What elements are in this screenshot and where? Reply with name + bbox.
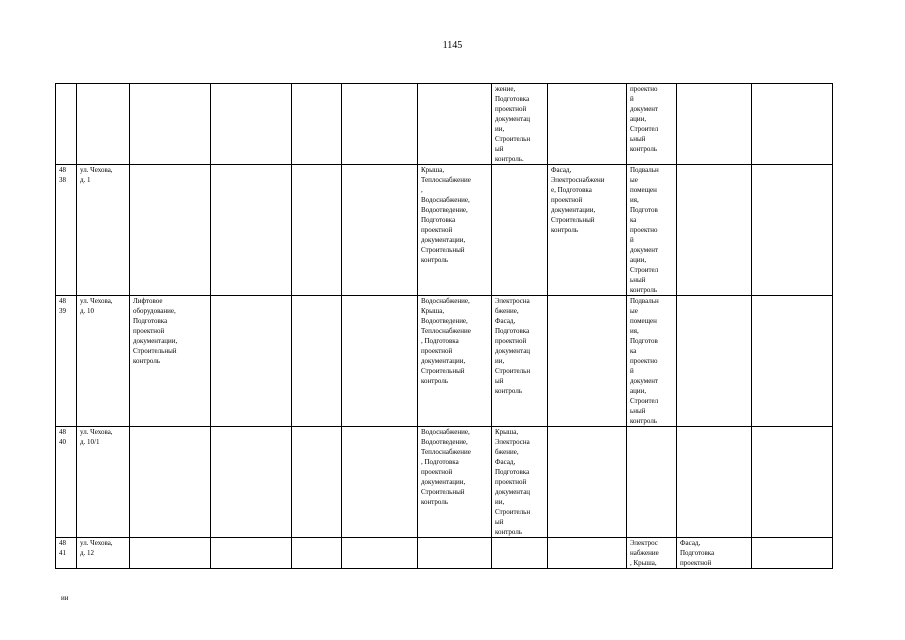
table-cell xyxy=(292,165,342,296)
table-cell: Электрос набжение , Крыша, xyxy=(627,538,677,569)
table-cell xyxy=(548,538,627,569)
address-cell: ул. Чехова, д. 12 xyxy=(77,538,130,569)
table-row xyxy=(56,538,833,569)
table-row xyxy=(56,165,833,296)
repair-schedule-table xyxy=(55,83,833,569)
table-cell xyxy=(342,84,418,165)
table-cell: проектно й документ ации, Строител ьный контроль xyxy=(627,84,677,165)
table-cell xyxy=(548,296,627,427)
table-cell: Водоснабжение, Водоотведение, Теплоснабжение , Подготовка проектной документации, Строительный контроль xyxy=(418,427,492,538)
table-cell xyxy=(130,165,211,296)
table-cell xyxy=(211,427,292,538)
table-cell: Фасад, Подготовка проектной xyxy=(677,538,752,569)
table-cell xyxy=(292,296,342,427)
table-cell xyxy=(418,84,492,165)
row-number-cell: 48 40 xyxy=(56,427,77,538)
table-cell xyxy=(342,538,418,569)
table-cell xyxy=(342,296,418,427)
table-cell xyxy=(418,538,492,569)
table-cell: Водоснабжение, Крыша, Водоотведение, Теплоснабжение , Подготовка проектной документации, Строительный контроль xyxy=(418,296,492,427)
table-cell xyxy=(752,427,833,538)
table-cell: Фасад, Электроснабжени е, Подготовка проектной документации, Строительный контроль xyxy=(548,165,627,296)
table-cell xyxy=(548,427,627,538)
table-cell xyxy=(752,538,833,569)
address-cell: ул. Чехова, д. 10 xyxy=(77,296,130,427)
table-cell xyxy=(677,427,752,538)
table-cell xyxy=(211,84,292,165)
table-cell: Крыша, Электросна бжение, Фасад, Подготовка проектной документац ии, Строительн ый контроль xyxy=(492,427,548,538)
table-cell xyxy=(492,538,548,569)
table-cell: Крыша, Теплоснабжение , Водоснабжение, Водоотведение, Подготовка проектной документации, Строительный контроль xyxy=(418,165,492,296)
table-cell: Лифтовое оборудование, Подготовка проектной документации, Строительный контроль xyxy=(130,296,211,427)
table-cell xyxy=(292,538,342,569)
table-cell xyxy=(752,165,833,296)
table-cell xyxy=(627,427,677,538)
table-cell xyxy=(548,84,627,165)
table-cell xyxy=(677,165,752,296)
table-cell xyxy=(342,165,418,296)
table-row xyxy=(56,84,833,165)
table-row xyxy=(56,427,833,538)
table-cell xyxy=(292,427,342,538)
address-cell: ул. Чехова, д. 1 xyxy=(77,165,130,296)
table-cell: Подвальн ые помещен ия, Подготов ка проектно й документ ации, Строител ьный контроль xyxy=(627,165,677,296)
page-number: 1145 xyxy=(442,40,463,51)
table-cell xyxy=(130,538,211,569)
row-number-cell: 48 38 xyxy=(56,165,77,296)
address-cell xyxy=(77,84,130,165)
footer-note: ии xyxy=(61,594,69,602)
table-cell xyxy=(292,84,342,165)
table-cell xyxy=(130,84,211,165)
row-number-cell: 48 39 xyxy=(56,296,77,427)
address-cell: ул. Чехова, д. 10/1 xyxy=(77,427,130,538)
row-number-cell: 48 41 xyxy=(56,538,77,569)
table-cell xyxy=(492,165,548,296)
table-cell xyxy=(211,165,292,296)
table-cell xyxy=(752,296,833,427)
row-number-cell xyxy=(56,84,77,165)
table-cell: Электросна бжение, Фасад, Подготовка проектной документац ии, Строительн ый контроль xyxy=(492,296,548,427)
table-cell: Подвальн ые помещен ия, Подготов ка проектно й документ ации, Строител ьный контроль xyxy=(627,296,677,427)
table-cell xyxy=(677,84,752,165)
table-cell xyxy=(211,538,292,569)
table-cell xyxy=(130,427,211,538)
table-cell xyxy=(752,84,833,165)
table-cell xyxy=(211,296,292,427)
table-cell: жение, Подготовка проектной документац ии, Строительн ый контроль. xyxy=(492,84,548,165)
table-cell xyxy=(342,427,418,538)
table-row xyxy=(56,296,833,427)
table-cell xyxy=(677,296,752,427)
